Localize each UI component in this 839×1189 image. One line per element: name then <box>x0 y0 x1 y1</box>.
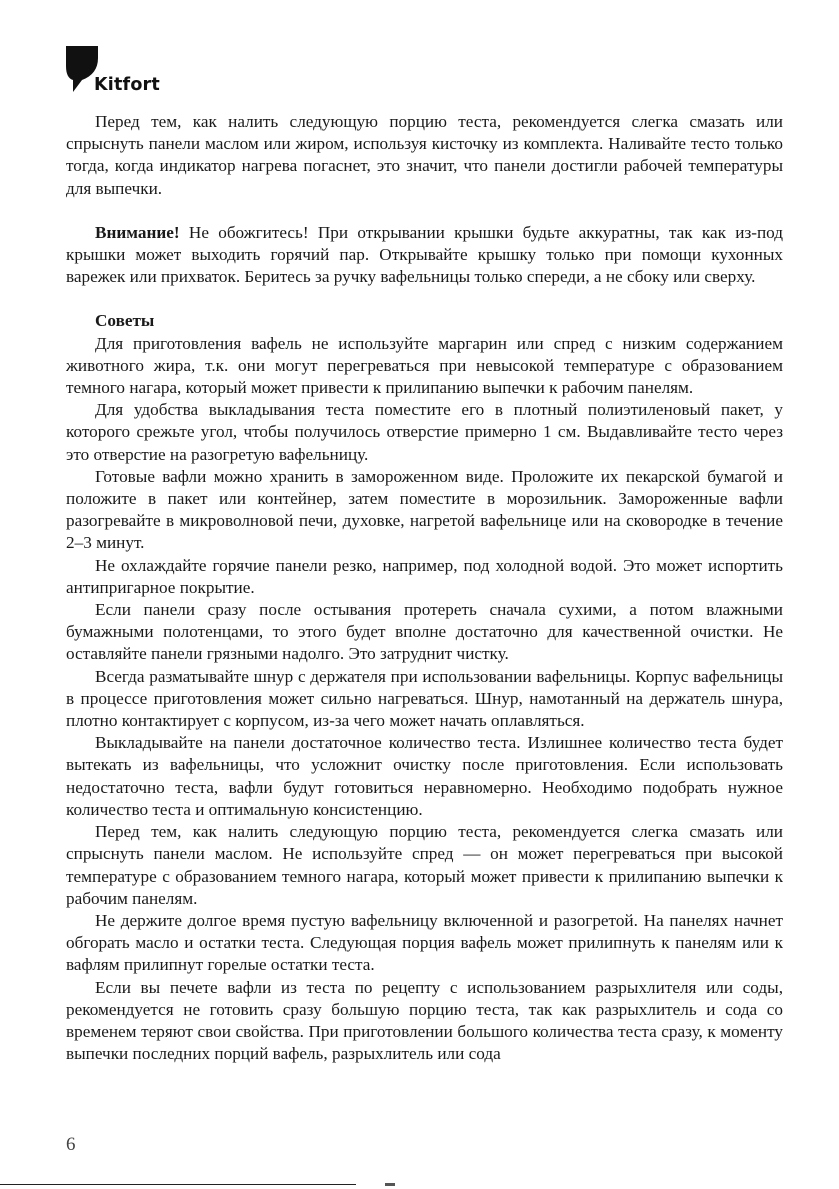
brand-logo <box>66 46 186 96</box>
brand-name: Kitfort <box>94 75 160 95</box>
tip-paragraph-batter-amount: Выкладывайте на панели достаточное количество теста. Излишнее количество теста будет вытекать из вафельницы, что усложнит очистку после приготовления. Если использовать недостаточно теста, вафли будут готовиться неравномерно. Необходимо подобрать нужное количество теста и оптимальную консистенцию. <box>66 733 783 819</box>
tip-paragraph-freezing: Готовые вафли можно хранить в замороженном виде. Проложите их пекарской бумагой и положите в пакет или контейнер, затем поместите в морозильник. Замороженные вафли разогревайте в микроволновой печи, духовке, нагретой вафельнице или на сковородке в течение 2–3 минут. <box>66 466 783 553</box>
warning-label: Внимание! <box>95 222 180 242</box>
tip-paragraph-idle-heating: Не держите долгое время пустую вафельницу включенной и разогретой. На панелях начнет обгорать масло и остатки теста. Следующая порция вафель может прилипнуть к панелям или к вафлям прилипнут горелые остатки теста. <box>66 910 783 975</box>
tip-paragraph-cooling: Не охлаждайте горячие панели резко, например, под холодной водой. Это может испортить антипригарное покрытие. <box>66 555 783 597</box>
tip-paragraph-bag: Для удобства выкладывания теста поместите его в плотный полиэтиленовый пакет, у которого срежьте угол, чтобы получилось отверстие примерно 1 см. Выдавливайте тесто через это отверстие на разогретую вафельницу. <box>66 400 783 464</box>
warning-text: Не обожгитесь! При открывании крышки будьте аккуратны, так как из-под крышки может выходить горячий пар. Открывайте крышку только при помощи кухонных варежек или прихваток. Беритесь за ручку вафельницы только спереди, а не сбоку или сверху. <box>66 222 783 287</box>
crop-mark <box>385 1183 395 1186</box>
tip-paragraph-baking-soda: Если вы печете вафли из теста по рецепту с использованием разрыхлителя или соды, рекомендуется не готовить сразу большую порцию теста, так как разрыхлитель и сода со временем теряют свои свойства. При приготовлении большого количества теста сразу, к моменту выпечки последних порций вафель, разрыхлитель или сода <box>66 977 783 1064</box>
tip-paragraph-cord: Всегда разматывайте шнур с держателя при использовании вафельницы. Корпус вафельницы в процессе приготовления может сильно нагреваться. Шнур, намотанный на держатель шнура, плотно контактирует с корпусом, из-за чего может начать оплавляться. <box>66 666 783 731</box>
page-content <box>66 111 783 1065</box>
tip-paragraph-spread: Перед тем, как налить следующую порцию теста, рекомендуется слегка смазать или спрыснуть панели маслом. Не используйте спред — он может перегреваться при высокой температуре с образованием темного нагара, который может привести к прилипанию выпечки к рабочим панелям. <box>66 822 783 908</box>
bottom-divider <box>0 1184 356 1185</box>
tips-heading: Советы <box>95 311 155 331</box>
tip-paragraph-cleaning: Если панели сразу после остывания протереть сначала сухими, а потом влажными бумажными полотенцами, то этого будет вполне достаточно для качественной очистки. Не оставляйте панели грязными надолго. Это затруднит чистку. <box>66 600 783 664</box>
tip-paragraph-margarine: Для приготовления вафель не используйте маргарин или спред с низким содержанием животного жира, т.к. они могут перегреваться при невысокой температуре с образованием темного нагара, который может привести к прилипанию выпечки к рабочим панелям. <box>66 333 783 398</box>
warning-paragraph <box>66 222 783 289</box>
page-number: 6 <box>66 1134 76 1155</box>
paragraph-panels-greasing: Перед тем, как налить следующую порцию теста, рекомендуется слегка смазать или спрыснуть панели маслом или жиром, используя кисточку из комплекта. Наливайте тесто только тогда, когда индикатор нагрева погаснет, это значит, что панели достигли рабочей температуры для выпечки. <box>66 112 783 198</box>
